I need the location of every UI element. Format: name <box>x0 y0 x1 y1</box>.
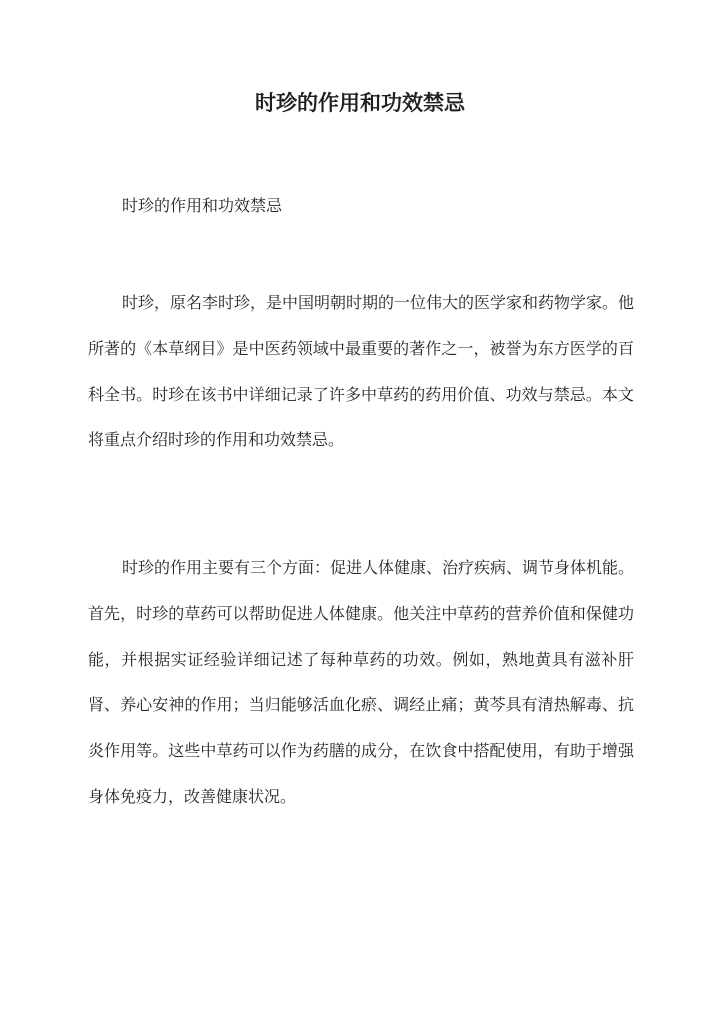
section-heading: 时珍的作用和功效禁忌 <box>122 196 283 215</box>
paragraph-effects: 时珍的作用主要有三个方面：促进人体健康、治疗疾病、调节身体机能。首先，时珍的草药可以帮助促进人体健康。他关注中草药的营养价值和保健功能，并根据实证经验详细记述了每种草药的功效。例如，熟地黄具有滋补肝肾、养心安神的作用；当归能够活血化瘀、调经止痛；黄芩具有清热解毒、抗炎作用等。这些中草药可以作为药膳的成分，在饮食中搭配使用，有助于增强身体免疫力，改善健康状况。 <box>88 558 635 806</box>
document-title: 时珍的作用和功效禁忌 <box>255 90 465 115</box>
paragraph-intro: 时珍，原名李时珍，是中国明朝时期的一位伟大的医学家和药物学家。他所著的《本草纲目》是中医药领域中最重要的著作之一，被誉为东方医学的百科全书。时珍在该书中详细记录了许多中草药的药用价值、功效与禁忌。本文将重点介绍时珍的作用和功效禁忌。 <box>88 293 635 450</box>
